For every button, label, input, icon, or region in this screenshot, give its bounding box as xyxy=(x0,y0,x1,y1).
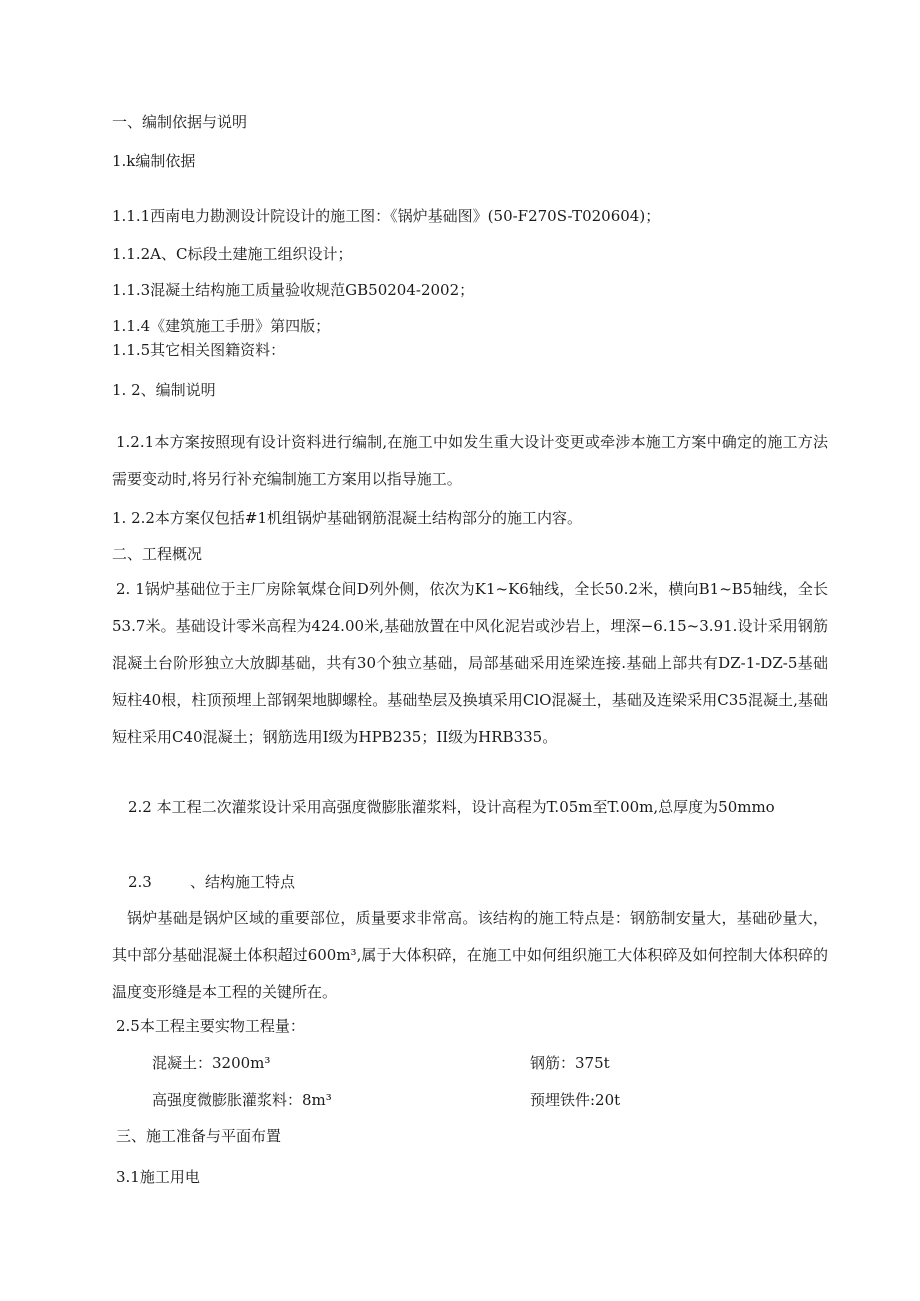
quantity-concrete: 混凝土：3200m³ xyxy=(152,1054,271,1072)
clause-1-1-2: 1.1.2A、C标段土建施工组织设计； xyxy=(112,245,353,263)
clause-1-1-5: 1.1.5其它相关图籍资料： xyxy=(112,341,286,359)
clause-1-1-4: 1.1.4《建筑施工手册》第四版； xyxy=(112,317,331,335)
clause-1-1-3: 1.1.3混凝土结构施工质量验收规范GB50204-2002； xyxy=(112,281,475,299)
section-1-1-heading: 1.k编制依据 xyxy=(112,152,196,170)
clause-1-2-2: 1. 2.2本方案仅包括#1机组锅炉基础钢筋混凝土结构部分的施工内容。 xyxy=(112,509,583,527)
clause-1-1-1: 1.1.1西南电力勘测设计院设计的施工图：《锅炉基础图》(50-F270S-T020604)； xyxy=(112,207,661,225)
quantity-rebar: 钢筋：375t xyxy=(530,1054,610,1072)
section-3-heading: 三、施工准备与平面布置 xyxy=(116,1127,282,1145)
section-1-2-heading: 1. 2、编制说明 xyxy=(112,381,216,399)
clause-2-2: 2.2 本工程二次灌浆设计采用高强度微膨胀灌浆料，设计高程为T.05m至T.00m,总厚度为50mmo xyxy=(128,798,775,816)
section-1-heading: 一、编制依据与说明 xyxy=(112,113,248,131)
clause-1-2-1: 1.2.1本方案按照现有设计资料进行编制,在施工中如发生重大设计变更或牵涉本施工方案中确定的施工方法需要变动时,将另行补充编制施工方案用以指导施工。 xyxy=(112,433,828,488)
clause-2-5-heading: 2.5本工程主要实物工程量： xyxy=(116,1017,305,1035)
section-2-heading: 二、工程概况 xyxy=(112,545,203,563)
clause-2-3-title: 、结构施工特点 xyxy=(190,873,296,891)
quantity-embedded-iron: 预埋铁件:20t xyxy=(530,1091,621,1109)
quantity-grout: 高强度微膨胀灌浆料：8m³ xyxy=(152,1091,332,1109)
clause-2-1: 2. 1锅炉基础位于主厂房除氧煤仓间D列外侧，依次为K1~K6轴线，全长50.2米，横向B1~B5轴线，全长53.7米。基础设计零米高程为424.00米,基础放置在中风化泥岩或沙岩上，埋深−6.15~3.91.设计采用钢筋混凝土台阶形独立大放脚基础，共有30个独立基础，局部基础采用连梁连接.基础上部共有DZ-1-DZ-5基础短柱40根，柱顶预埋上部钢架地脚螺栓。基础垫层及换填采用ClO混凝土，基础及连梁采用C35混凝土,基础短柱采用C40混凝土；钢筋选用I级为HPB235；II级为HRB335。 xyxy=(112,580,828,746)
clause-2-3-body: 锅炉基础是锅炉区域的重要部位，质量要求非常高。该结构的施工特点是：钢筋制安量大，基础砂量大，其中部分基础混凝土体积超过600m³,属于大体积碎，在施工中如何组织施工大体积碎及如何控制大体积碎的温度变形缝是本工程的关键所在。 xyxy=(112,909,828,1001)
section-3-1-heading: 3.1施工用电 xyxy=(116,1168,200,1186)
clause-2-3-number: 2.3 xyxy=(128,873,152,891)
